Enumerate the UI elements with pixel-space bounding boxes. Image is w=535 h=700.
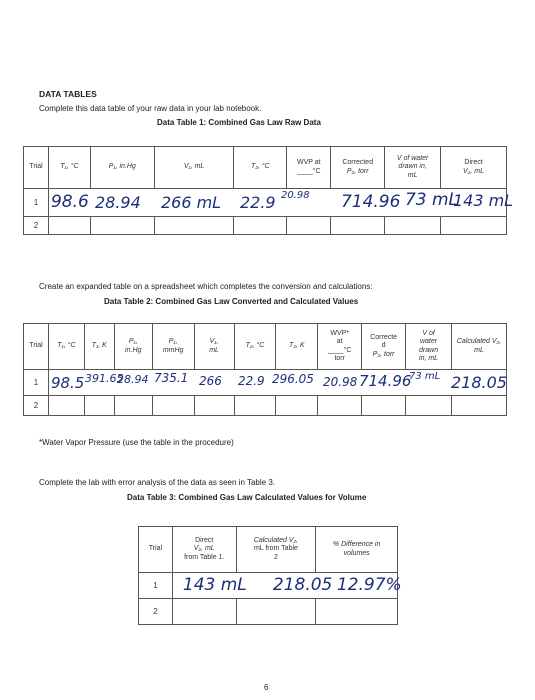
t3-row1-percent-difference: 12.97% <box>336 575 402 595</box>
table3 <box>138 526 402 625</box>
t2-row1-t2k: 296.05 <box>271 372 314 386</box>
table-row <box>24 370 507 396</box>
t2-header-t2k: T₂, K <box>276 324 318 370</box>
table1-header-row <box>24 147 507 189</box>
t2-header-water-volume: V of water drawn in, mL <box>406 324 452 370</box>
t2-row1-handwriting <box>48 370 506 396</box>
t2-row1-v1: 266 <box>198 374 222 388</box>
t1-row2-trial: 2 <box>24 217 49 235</box>
t2-row1-t1k: 391.65 <box>84 372 124 385</box>
t2-row1-calculated-v2: 218.05 <box>450 373 507 392</box>
t1-header-t1: T₁, °C <box>48 147 90 189</box>
t1-row1-p1: 28.94 <box>94 193 141 212</box>
t3-row1-handwriting <box>172 573 402 599</box>
t1-header-t2: T₂, °C <box>234 147 287 189</box>
t1-row1-trial: 1 <box>24 189 49 217</box>
t1-row1-v1: 266 mL <box>160 193 222 212</box>
table1-caption: Data Table 1: Combined Gas Law Raw Data <box>157 118 321 127</box>
section-intro: Complete this data table of your raw data in your lab notebook. <box>39 104 262 113</box>
t2-header-calculated-v2: Calculated V₂, mL <box>452 324 507 370</box>
t2-row1-t1c: 98.5 <box>50 374 85 392</box>
page-number: 6 <box>264 683 269 692</box>
t1-header-corrected-p2: Corrected P₂, torr <box>331 147 385 189</box>
t1-header-wvp: WVP at ____°C <box>287 147 331 189</box>
t1-row1-direct-v2: 143 mL <box>452 191 514 210</box>
table3-caption: Data Table 3: Combined Gas Law Calculated Values for Volume <box>127 493 367 502</box>
t2-header-corrected-p2: Correcte d P₂, torr <box>362 324 406 370</box>
t1-header-trial: Trial <box>24 147 49 189</box>
t3-row2-trial: 2 <box>139 599 173 625</box>
t2-row1-trial: 1 <box>24 370 49 396</box>
t1-row1-t1: 98.6 <box>50 192 89 212</box>
t1-header-direct-v2: Direct V₂, mL <box>441 147 507 189</box>
expanded-instruction: Create an expanded table on a spreadsheet which completes the conversion and calculations: <box>39 282 373 291</box>
t2-row1-p1-inhg: 28.94 <box>116 373 149 386</box>
t1-row1-water-volume: 73 mL <box>404 190 459 210</box>
t1-row1-t2: 22.9 <box>239 193 276 212</box>
t2-header-wvp: WVP* at ____°C torr <box>318 324 362 370</box>
t2-row1-t2c: 22.9 <box>237 374 265 388</box>
table-row <box>24 396 507 416</box>
t1-row1-handwriting <box>48 189 514 217</box>
table2-caption: Data Table 2: Combined Gas Law Converted and Calculated Values <box>104 297 359 306</box>
t2-header-v1: V₁, mL <box>194 324 234 370</box>
t2-header-t1k: T₁, K <box>84 324 114 370</box>
t3-row1-trial: 1 <box>139 573 173 599</box>
t2-header-trial: Trial <box>24 324 49 370</box>
table-row <box>24 217 507 235</box>
analysis-instruction: Complete the lab with error analysis of the data as seen in Table 3. <box>39 478 275 487</box>
t1-row1-p2: 714.96 <box>340 192 401 212</box>
t1-row1-wvp: 20.98 <box>280 190 310 201</box>
t3-row1-direct-v2: 143 mL <box>182 575 247 595</box>
table-row <box>139 573 398 599</box>
t2-header-t2c: T₂, °C <box>234 324 276 370</box>
t2-header-t1c: T₁, °C <box>48 324 84 370</box>
section-title: DATA TABLES <box>39 89 97 99</box>
table3-header-row <box>139 527 398 573</box>
table-row <box>139 599 398 625</box>
t2-row1-water-volume: 73 mL <box>408 371 441 382</box>
t2-row1-p2: 714.96 <box>358 372 412 390</box>
t2-header-p1-mmhg: P₁, mmHg <box>152 324 194 370</box>
t2-row1-wvp: 20.98 <box>322 375 358 389</box>
t2-row2-trial: 2 <box>24 396 49 416</box>
t3-header-percent-difference: % Difference in volumes <box>316 527 398 573</box>
table2 <box>23 323 507 416</box>
t1-header-v1: V₁, mL <box>154 147 234 189</box>
t2-row1-p1-mmhg: 735.1 <box>153 371 189 385</box>
t1-header-p1: P₁, in.Hg <box>90 147 154 189</box>
table1 <box>23 146 514 235</box>
t3-header-direct-v2: Direct V₂, mL from Table 1. <box>172 527 236 573</box>
table2-header-row <box>24 324 507 370</box>
t3-header-trial: Trial <box>139 527 173 573</box>
table2-footnote: *Water Vapor Pressure (use the table in the procedure) <box>39 438 234 447</box>
t2-header-p1-inhg: P₁, in.Hg <box>114 324 152 370</box>
t1-header-water-volume: V of water drawn in, mL <box>385 147 441 189</box>
t3-row1-calculated-v2: 218.05 <box>272 575 333 595</box>
t3-header-calculated-v2: Calculated V₂, mL from Table 2 <box>236 527 316 573</box>
table-row <box>24 189 507 217</box>
